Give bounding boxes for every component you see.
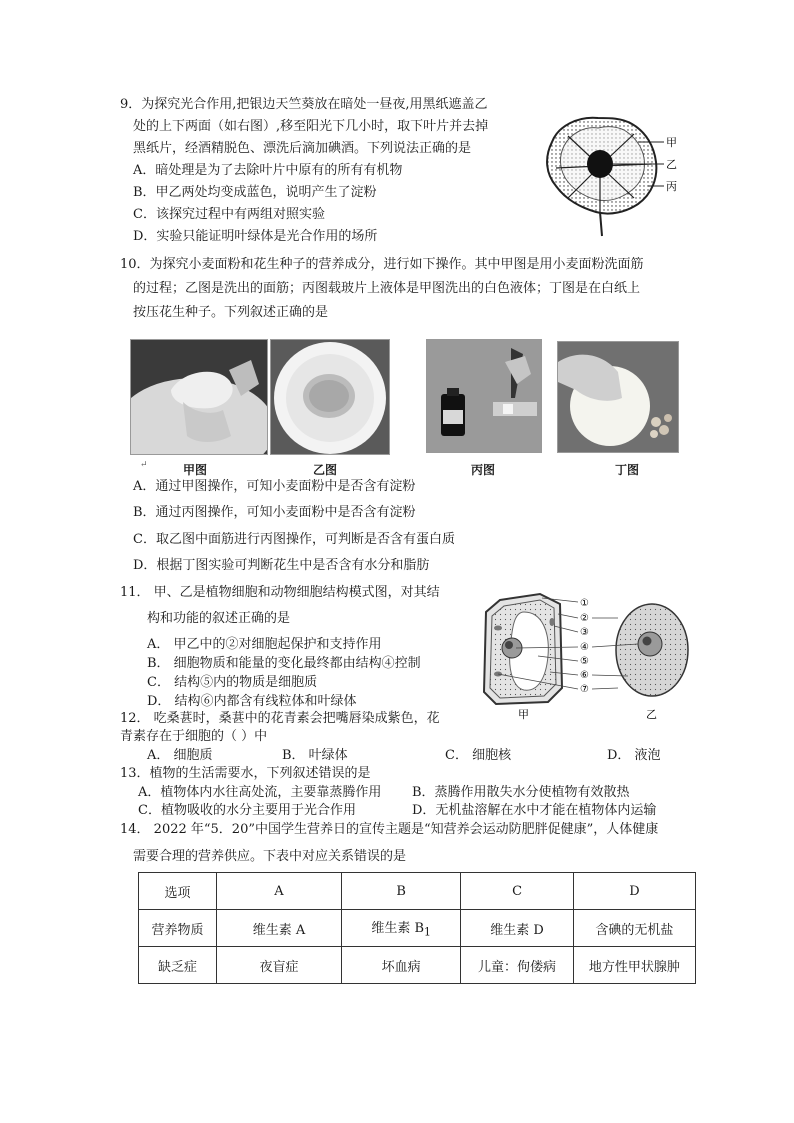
q12-option-d: D． 液泡 — [607, 748, 661, 763]
table-row — [139, 910, 696, 947]
table-cell: A — [216, 873, 341, 910]
return-mark: ↵ — [140, 460, 148, 470]
table-cell: B — [342, 873, 461, 910]
q10-option-b: B．通过丙图操作，可知小麦面粉中是否含有淀粉 — [133, 505, 416, 520]
q12-option-c: C． 细胞核 — [445, 748, 512, 763]
cell-label-5: ⑤ — [580, 656, 589, 667]
q14-stem-line-2: 需要合理的营养供应。下表中对应关系错误的是 — [133, 849, 407, 864]
cell-label-4: ④ — [580, 642, 589, 653]
q11-stem-line-2: 构和功能的叙述正确的是 — [147, 611, 291, 626]
table-cell: C — [461, 873, 574, 910]
q13-option-a: A．植物体内水往高处流，主要靠蒸腾作用 — [138, 785, 382, 800]
q10-stem-line-2: 的过程；乙图是洗出的面筋；丙图载玻片上液体是甲图洗出的白色液体；丁图是在白纸上 — [133, 281, 641, 296]
q12-option-b: B． 叶绿体 — [282, 748, 348, 763]
photo-yi-gluten-bowl — [270, 339, 390, 455]
q13-option-b: B．蒸腾作用散失水分使植物有效散热 — [412, 785, 630, 800]
table-cell: 夜盲症 — [216, 947, 341, 984]
table-cell: 维生素 D — [461, 910, 574, 947]
cell-label-7: ⑦ — [580, 684, 589, 695]
table-cell: 坏血病 — [342, 947, 461, 984]
cell-structure-figure — [478, 592, 696, 722]
q9-stem-line-3: 黑纸片，经酒精脱色、漂洗后滴加碘酒。下列说法正确的是 — [133, 141, 472, 156]
photo-jia-washing-dough — [130, 339, 268, 455]
q12-stem-line-2: 青素存在于细胞的（ ）中 — [120, 729, 268, 744]
cell-caption-jia: 甲 — [518, 708, 529, 721]
q12-option-a: A． 细胞质 — [147, 748, 213, 763]
photo-bing-iodine-slide — [426, 339, 542, 453]
table-cell: 缺乏症 — [139, 947, 217, 984]
table-header-row — [139, 873, 696, 910]
q10-option-a: A．通过甲图操作，可知小麦面粉中是否含有淀粉 — [133, 479, 416, 494]
q10-stem-line-1: 10．为探究小麦面粉和花生种子的营养成分，进行如下操作。其中甲图是用小麦面粉洗面筋 — [120, 257, 644, 272]
table-row — [139, 947, 696, 984]
table-cell: 儿童：佝偻病 — [461, 947, 574, 984]
table-cell: 地方性甲状腺肿 — [573, 947, 695, 984]
q14-stem-line-1: 14． 2022 年“5．20”中国学生营养日的宣传主题是“知营养会运动防肥胖促健康”，人体健康 — [120, 822, 659, 837]
vitamin-b-subscript: 1 — [424, 925, 431, 939]
table-cell: 营养物质 — [139, 910, 217, 947]
q11-option-d: D． 结构⑥内都含有线粒体和叶绿体 — [147, 694, 357, 709]
leaf-figure — [538, 112, 688, 237]
table-cell-vitamin-b1 — [342, 910, 461, 947]
nutrition-table — [138, 872, 696, 984]
caption-yi: 乙图 — [312, 463, 337, 477]
q10-option-d: D．根据丁图实验可判断花生中是否含有水分和脂肪 — [133, 558, 430, 573]
leaf-label-bing: 丙 — [666, 180, 677, 193]
table-cell: 选项 — [139, 873, 217, 910]
q13-stem: 13．植物的生活需要水，下列叙述错误的是 — [120, 766, 371, 781]
q11-stem-line-1: 11． 甲、乙是植物细胞和动物细胞结构模式图，对其结 — [120, 585, 440, 600]
q9-option-d: D．实验只能证明叶绿体是光合作用的场所 — [133, 229, 378, 244]
cell-label-3: ③ — [580, 627, 589, 638]
cell-label-1: ① — [580, 598, 589, 609]
table-cell: D — [573, 873, 695, 910]
leaf-stalk — [600, 212, 602, 236]
q10-option-c: C．取乙图中面筋进行丙图操作，可判断是否含有蛋白质 — [133, 532, 455, 547]
q11-option-c: C． 结构⑤内的物质是细胞质 — [147, 675, 318, 690]
q11-option-a: A． 甲乙中的②对细胞起保护和支持作用 — [147, 637, 382, 652]
caption-ding: 丁图 — [614, 463, 639, 477]
vitamin-b-text: 维生素 B — [371, 921, 425, 937]
caption-bing: 丙图 — [470, 463, 495, 477]
q9-option-b: B．甲乙两处均变成蓝色，说明产生了淀粉 — [133, 185, 377, 200]
q13-option-d: D．无机盐溶解在水中才能在植物体内运输 — [412, 803, 657, 818]
black-paper-cover — [587, 150, 613, 178]
caption-jia: 甲图 — [182, 463, 207, 477]
q9-stem-line-1: 9．为探究光合作用,把银边天竺葵放在暗处一昼夜,用黑纸遮盖乙 — [120, 97, 488, 112]
leaf-label-jia: 甲 — [666, 136, 677, 149]
cell-label-2: ② — [580, 613, 589, 624]
q10-stem-line-3: 按压花生种子。下列叙述正确的是 — [133, 305, 329, 320]
cell-caption-yi: 乙 — [646, 708, 657, 721]
photo-ding-peanut-paper — [557, 341, 679, 453]
q11-option-b: B． 细胞物质和能量的变化最终都由结构④控制 — [147, 656, 421, 671]
q9-option-a: A．暗处理是为了去除叶片中原有的所有有机物 — [133, 163, 403, 178]
q9-stem-line-2: 处的上下两面（如右图）,移至阳光下几小时，取下叶片并去掉 — [133, 119, 489, 134]
q13-option-c: C．植物吸收的水分主要用于光合作用 — [138, 803, 356, 818]
cell-label-6: ⑥ — [580, 670, 589, 681]
leaf-label-yi: 乙 — [666, 158, 677, 171]
table-cell: 含碘的无机盐 — [573, 910, 695, 947]
table-cell: 维生素 A — [216, 910, 341, 947]
q12-stem-line-1: 12． 吃桑葚时，桑葚中的花青素会把嘴唇染成紫色，花 — [120, 711, 440, 726]
q9-option-c: C．该探究过程中有两组对照实验 — [133, 207, 325, 222]
